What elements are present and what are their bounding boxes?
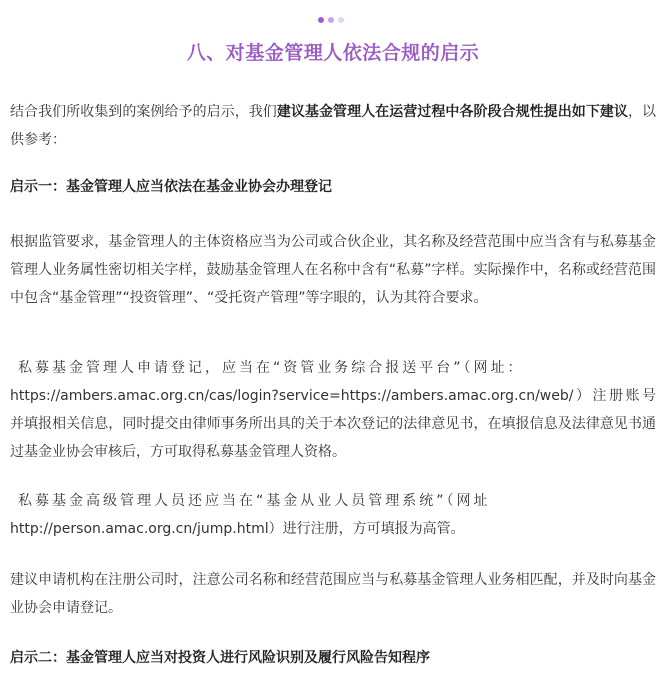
intro-text-end: ，以供参考：	[10, 104, 656, 148]
intro-text: 结合我们所收集到的案例给予的启示，我们	[10, 104, 277, 120]
decorative-dots	[318, 17, 344, 23]
intro-bold-text: 建议基金管理人在运营过程中各阶段合规性提出如下建议	[276, 104, 628, 120]
section-title: 八、对基金管理人依法合规的启示	[186, 42, 480, 64]
dot-mid	[328, 17, 334, 23]
intro-paragraph	[10, 98, 656, 154]
paragraph-2	[10, 354, 656, 466]
heading-insight-2: 启示二：基金管理人应当对投资人进行风险识别及履行风险告知程序	[10, 650, 430, 666]
dot-active	[318, 17, 324, 23]
dot-light	[338, 17, 344, 23]
paragraph-3-first-line: 私募基金高级管理人员还应当在“基金从业人员管理系统”（网址	[18, 493, 491, 509]
paragraph-2-first-line: 私募基金管理人申请登记，应当在“资管业务综合报送平台”（网址：	[18, 360, 525, 376]
paragraph-4: 建议申请机构在注册公司时，注意公司名称和经营范围应当与私募基金管理人业务相匹配，并及时向基金业协会申请登记。	[10, 572, 656, 616]
paragraph-3	[10, 487, 656, 543]
paragraph-2-body: https://ambers.amac.org.cn/cas/login?service=https://ambers.amac.org.cn/web/）注册账号并填报相关信息，同时提交由律师事务所出具的关于本次登记的法律意见书，在填报信息及法律意见书通过基金业协会审核后，方可取得私募基金管理人资格。	[10, 388, 656, 460]
heading-insight-1: 启示一：基金管理人应当依法在基金业协会办理登记	[10, 179, 332, 195]
paragraph-1: 根据监管要求，基金管理人的主体资格应当为公司或合伙企业，其名称及经营范围中应当含有与私募基金管理人业务属性密切相关字样，鼓励基金管理人在名称中含有“私募”字样。实际操作中，名称或经营范围中包含“基金管理”“投资管理”、“受托资产管理”等字眼的，认为其符合要求。	[10, 234, 656, 306]
paragraph-3-body: http://person.amac.org.cn/jump.html）进行注册，方可填报为高管。	[10, 521, 465, 537]
